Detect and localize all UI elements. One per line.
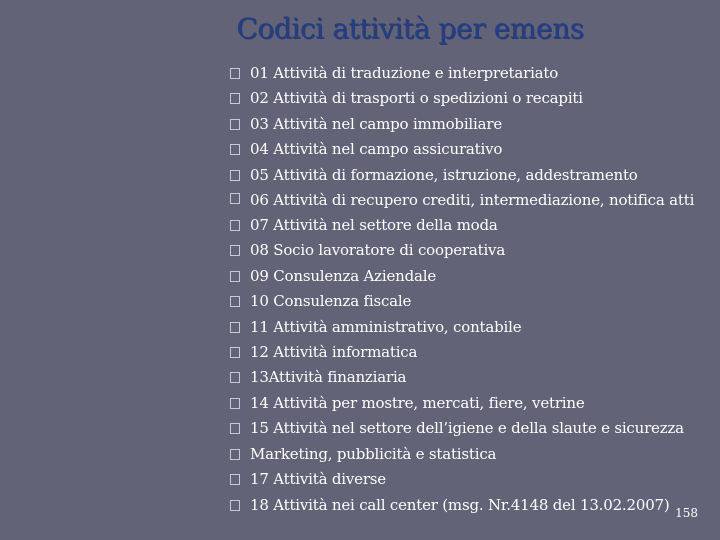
- list-item-text: 11 Attività amministrativo, contabile: [250, 317, 522, 336]
- square-bullet-icon: [230, 474, 240, 485]
- square-bullet-icon: [230, 271, 240, 282]
- list-item: [230, 163, 710, 188]
- list-item-text: 03 Attività nel campo immobiliare: [250, 114, 503, 133]
- slide-title: Codici attività per emens: [236, 12, 584, 45]
- list-item-text: Marketing, pubblicità e statistica: [250, 444, 497, 463]
- list-item-text: 17 Attività diverse: [250, 470, 386, 489]
- square-bullet-icon: [230, 296, 240, 307]
- square-bullet-icon: [230, 449, 240, 460]
- list-item: [230, 137, 710, 162]
- list-item-text: 14 Attività per mostre, mercati, fiere, vetrine: [250, 393, 585, 412]
- page-number: 158: [675, 506, 698, 520]
- list-item: [230, 442, 710, 467]
- square-bullet-icon: [230, 347, 240, 358]
- square-bullet-icon: [230, 372, 240, 383]
- list-item-text: 15 Attività nel settore dell’igiene e della slaute e sicurezza: [250, 419, 684, 438]
- list-item: [230, 61, 710, 86]
- list-item: [230, 238, 710, 263]
- list-item-text: 06 Attività di recupero crediti, intermediazione, notifica atti: [250, 191, 695, 210]
- list-item: [230, 264, 710, 289]
- list-item-text: 04 Attività nel campo assicurativo: [250, 140, 503, 159]
- list-item: [230, 365, 710, 390]
- square-bullet-icon: [230, 93, 240, 104]
- list-item-text: 12 Attività informatica: [250, 343, 418, 362]
- list-item: [230, 86, 710, 111]
- square-bullet-icon: [230, 68, 240, 79]
- square-bullet-icon: [230, 220, 240, 231]
- list-item: [230, 213, 710, 238]
- list-item: [230, 391, 710, 416]
- list-item: [230, 467, 710, 492]
- square-bullet-icon: [230, 245, 240, 256]
- list-item-text: 01 Attività di traduzione e interpretariato: [250, 64, 559, 82]
- square-bullet-icon: [230, 193, 240, 204]
- square-bullet-icon: [230, 423, 240, 434]
- list-item: [230, 289, 710, 314]
- list-item-text: 08 Socio lavoratore di cooperativa: [250, 241, 506, 260]
- list-item: [230, 315, 710, 340]
- square-bullet-icon: [230, 119, 240, 130]
- list-item: [230, 188, 710, 213]
- square-bullet-icon: [230, 144, 240, 155]
- list-item-text: 07 Attività nel settore della moda: [250, 216, 498, 235]
- list-item-text: 02 Attività di trasporti o spedizioni o recapiti: [250, 89, 583, 108]
- list-item-text: 13Attività finanziaria: [250, 368, 407, 387]
- square-bullet-icon: [230, 500, 240, 511]
- list-item: [230, 493, 710, 518]
- activity-code-list: [230, 61, 710, 518]
- list-item: [230, 416, 710, 441]
- square-bullet-icon: [230, 170, 240, 181]
- list-item: [230, 112, 710, 137]
- square-bullet-icon: [230, 322, 240, 333]
- square-bullet-icon: [230, 398, 240, 409]
- list-item-text: 09 Consulenza Aziendale: [250, 266, 437, 285]
- list-item-text: 10 Consulenza fiscale: [250, 292, 412, 311]
- list-item-text: 05 Attività di formazione, istruzione, addestramento: [250, 165, 638, 184]
- list-item-text: 18 Attività nei call center (msg. Nr.4148 del 13.02.2007): [250, 495, 670, 514]
- list-item: [230, 340, 710, 365]
